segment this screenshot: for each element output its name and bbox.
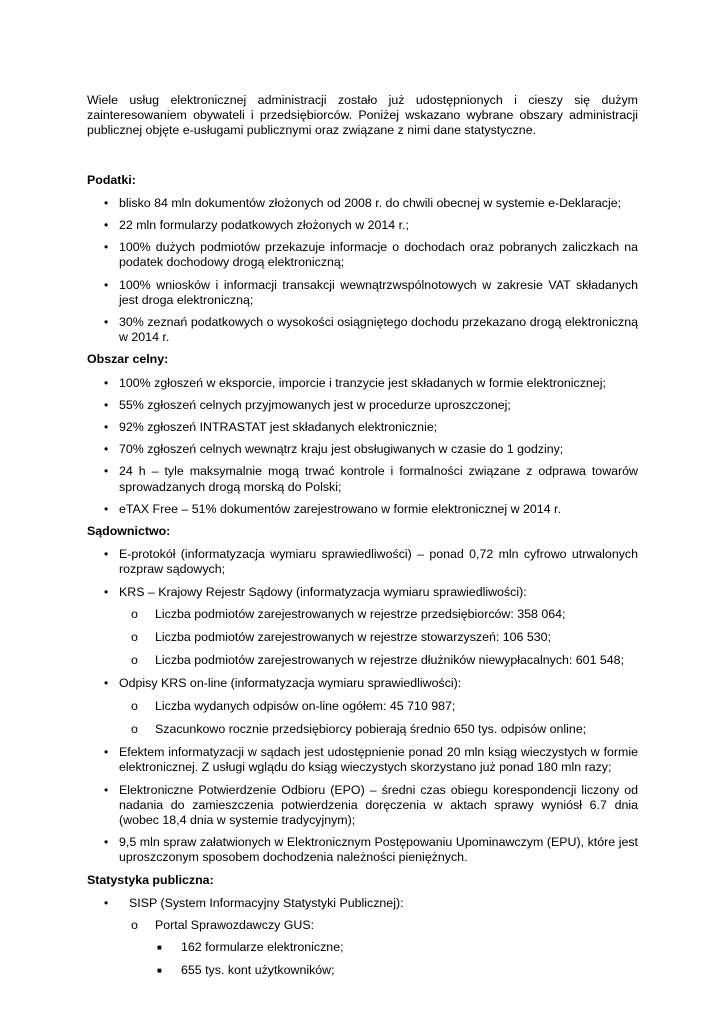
sublist-item: o Liczba podmiotów zarejestrowanych w rejestrze dłużników niewypłacalnych: 601 548; — [131, 653, 625, 668]
list-item: • 100% zgłoszeń w eksporcie, imporcie i tranzycie jest składanych w formie elektronicznej; — [104, 375, 606, 390]
list-item: • 24 h – tyle maksymalnie mogą trwać kontrole i formalności związane z odprawa towarów sprowadzanych drogą morską do Polski; — [104, 464, 638, 494]
circle-bullet-icon: o — [131, 653, 138, 668]
bullet-icon: • — [104, 442, 109, 457]
odpisy-sublist — [119, 699, 638, 737]
section-title-celny: Obszar celny: — [87, 352, 169, 367]
circle-bullet-icon: o — [131, 630, 138, 645]
list-item: • 70% zgłoszeń celnych wewnątrz kraju jest obsługiwanych w czasie do 1 godziny; — [104, 442, 564, 457]
circle-bullet-icon: o — [131, 606, 138, 621]
krs-sublist — [119, 607, 638, 669]
list-item: • 22 mln formularzy podatkowych złożonych w 2014 r.; — [104, 218, 409, 233]
sublist-item: ■ 162 formularze elektroniczne; — [157, 940, 344, 955]
list-item: • KRS – Krajowy Rejestr Sądowy (informatyzacja wymiaru sprawiedliwości): o Liczba podmiotów zarejestrowanych w rejestrze przedsiębiorców: 358 064; o Liczba podmiotów zarejestrowanych w rejestrze stowarzyszeń: 106 530; o Liczba podmiotów zarejestrowanych w rejestrze dłużników niewypłacalnych: 601 548; — [87, 585, 638, 669]
sublist-item: o Liczba wydanych odpisów on-line ogółem: 45 710 987; — [131, 698, 456, 713]
list-item: • 100% dużych podmiotów przekazuje informacje o dochodach oraz pobranych zaliczkach na podatek dochodowy drogą elektroniczną; — [104, 240, 638, 270]
square-bullet-icon: ■ — [157, 966, 162, 976]
list-item: • 92% zgłoszeń INTRASTAT jest składanych elektronicznie; — [104, 420, 438, 435]
sublist-item: ■ 655 tys. kont użytkowników; — [157, 963, 335, 978]
sublist-item: o Portal Sprawozdawczy GUS: ■ 162 formularze elektroniczne; ■ 655 tys. kont użytkowników; — [129, 918, 638, 979]
sublist-item: o Szacunkowo rocznie przedsiębiorcy pobierają średnio 650 tys. odpisów online; — [131, 721, 587, 736]
list-item: • 9,5 mln spraw załatwionych w Elektronicznym Postępowaniu Upominawczym (EPU), które jest uproszczonym sposobem dochodzenia należności pieniężnych. — [104, 835, 638, 865]
list-item: • eTAX Free – 51% dokumentów zarejestrowano w formie elektronicznej w 2014 r. — [104, 501, 561, 516]
circle-bullet-icon: o — [131, 917, 138, 932]
sisp-sublist — [129, 918, 638, 979]
list-item: • 55% zgłoszeń celnych przyjmowanych jest w procedurze uproszczonej; — [104, 397, 511, 412]
list-item: • 100% wniosków i informacji transakcji wewnątrzwspólnotowych w zakresie VAT składanych jest droga elektroniczną; — [104, 277, 638, 307]
sadownictwo-list — [87, 547, 638, 865]
list-item: • blisko 84 mln dokumentów złożonych od 2008 r. do chwili obecnej w systemie e-Deklaracje; — [104, 195, 622, 210]
circle-bullet-icon: o — [131, 698, 138, 713]
bullet-icon: • — [104, 464, 109, 479]
bullet-icon: • — [104, 240, 109, 255]
bullet-icon: • — [104, 397, 109, 412]
bullet-icon: • — [104, 584, 109, 599]
celny-list — [87, 376, 638, 517]
bullet-icon: • — [104, 218, 109, 233]
sublist-item: o Liczba podmiotów zarejestrowanych w rejestrze przedsiębiorców: 358 064; — [131, 606, 566, 621]
list-item: • Odpisy KRS on-line (informatyzacja wymiaru sprawiedliwości): o Liczba wydanych odpisów on-line ogółem: 45 710 987; o Szacunkowo rocznie przedsiębiorcy pobierają średnio 650 tys. odpisów online; — [87, 676, 638, 737]
list-item: • Efektem informatyzacji w sądach jest udostępnienie ponad 20 mln ksiąg wieczystych w formie elektronicznej. Z usługi wglądu do ksiąg wieczystych skorzystano już ponad 180 mln razy; — [104, 745, 638, 775]
bullet-icon: • — [104, 315, 109, 330]
podatki-list — [87, 196, 638, 346]
list-item: • 30% zeznań podatkowych o wysokości osiągniętego dochodu przekazano drogą elektroniczną w 2014 r. — [104, 315, 638, 345]
bullet-icon: • — [104, 501, 109, 516]
square-bullet-icon: ■ — [157, 943, 162, 953]
bullet-icon: • — [104, 547, 109, 562]
bullet-icon: • — [104, 782, 109, 797]
circle-bullet-icon: o — [131, 721, 138, 736]
portal-sublist — [155, 940, 638, 978]
bullet-icon: • — [104, 420, 109, 435]
list-item: • SISP (System Informacyjny Statystyki Publicznej): o Portal Sprawozdawczy GUS: ■ 162 formularze elektroniczne; ■ 655 tys. kont użytkowników; — [87, 896, 638, 979]
bullet-icon: • — [104, 895, 109, 910]
bullet-icon: • — [104, 676, 109, 691]
bullet-icon: • — [104, 375, 109, 390]
section-title-sadownictwo: Sądownictwo: — [87, 524, 171, 539]
list-item: • Elektroniczne Potwierdzenie Odbioru (EPO) – średni czas obiegu korespondencji liczony od nadania do zamieszczenia potwierdzenia doręczenia w aktach sprawy wyniósł 6.7 dnia (wobec 18,4 dnia w systemie tradycyjnym); — [104, 782, 638, 827]
sublist-item: o Liczba podmiotów zarejestrowanych w rejestrze stowarzyszeń: 106 530; — [131, 630, 551, 645]
statystyka-list — [87, 896, 638, 979]
section-title-statystyka: Statystyka publiczna: — [87, 872, 214, 887]
bullet-icon: • — [104, 835, 109, 850]
document-page — [87, 93, 638, 987]
list-item: • E-protokół (informatyzacja wymiaru sprawiedliwości) – ponad 0,72 mln cyfrowo utrwalonych rozpraw sądowych; — [104, 547, 638, 577]
intro-paragraph: Wiele usług elektronicznej administracji zostało już udostępnionych i cieszy się dużym zainteresowaniem obywateli i przedsiębiorców. Poniżej wskazano wybrane obszary administracji publicznej objęte e-usługami publicznymi oraz związane z nimi dane statystyczne. — [87, 93, 638, 138]
bullet-icon: • — [104, 195, 109, 210]
section-title-podatki: Podatki: — [87, 172, 136, 187]
bullet-icon: • — [104, 277, 109, 292]
bullet-icon: • — [104, 745, 109, 760]
